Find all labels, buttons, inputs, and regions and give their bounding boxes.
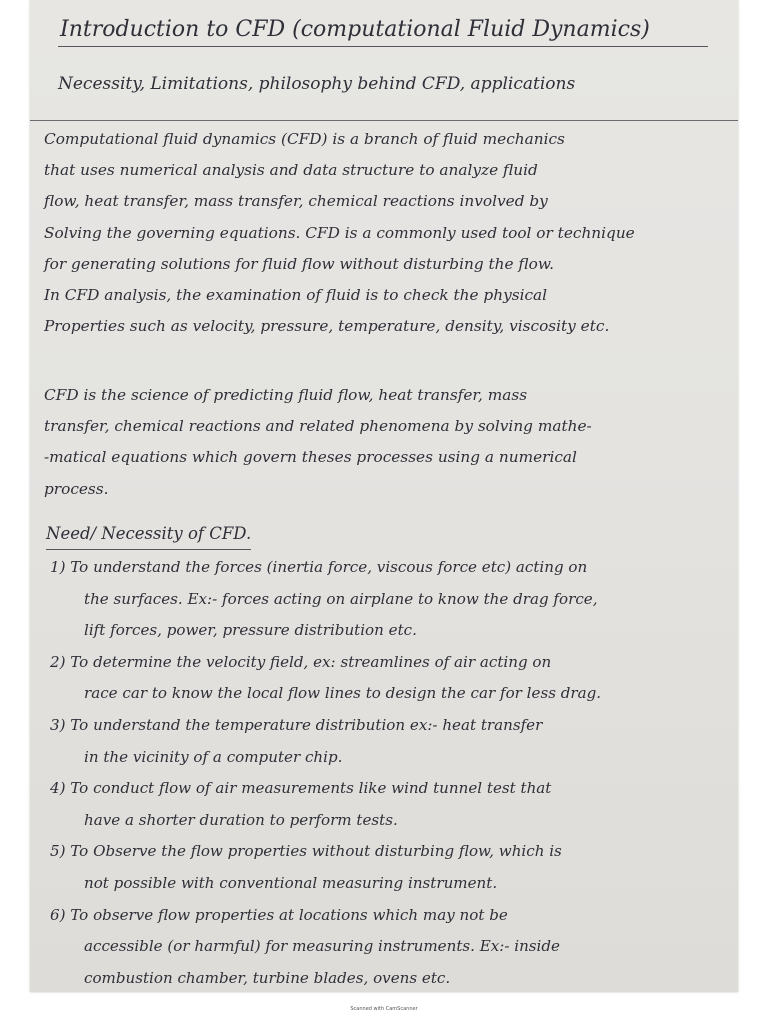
notebook-page bbox=[30, 0, 738, 992]
text-line: Computational fluid dynamics (CFD) is a branch of fluid mechanics bbox=[44, 130, 565, 148]
text-line: flow, heat transfer, mass transfer, chemical reactions involved by bbox=[44, 192, 548, 211]
list-item-line: 5) To Observe the flow properties without disturbing flow, which is bbox=[50, 842, 562, 861]
need-heading: Need/ Necessity of CFD. bbox=[46, 520, 251, 550]
list-item-line: 4) To conduct flow of air measurements like wind tunnel test that bbox=[50, 779, 552, 798]
list-item-line: accessible (or harmful) for measuring instruments. Ex:- inside bbox=[84, 937, 560, 956]
list-item bbox=[50, 710, 736, 773]
list-item-line: in the vicinity of a computer chip. bbox=[84, 747, 343, 766]
list-item-line: 6) To observe flow properties at locations which may not be bbox=[50, 905, 508, 924]
text-line: CFD is the science of predicting fluid flow, heat transfer, mass bbox=[44, 386, 528, 404]
text-line: Properties such as velocity, pressure, temperature, density, viscosity etc. bbox=[44, 317, 610, 336]
text-line: process. bbox=[44, 479, 109, 498]
list-item-line: 2) To determine the velocity field, ex: streamlines of air acting on bbox=[50, 652, 552, 671]
need-list bbox=[50, 552, 736, 992]
list-item-line: the surfaces. Ex:- forces acting on airplane to know the drag force, bbox=[84, 589, 598, 608]
text-line: In CFD analysis, the examination of fluid is to check the physical bbox=[44, 286, 548, 305]
divider-line bbox=[30, 120, 738, 121]
list-item-line: have a shorter duration to perform tests. bbox=[84, 810, 398, 829]
list-item bbox=[50, 836, 736, 899]
page-title: Introduction to CFD (computational Fluid Dynamics) bbox=[60, 17, 650, 42]
list-item-line: 1) To understand the forces (inertia force, viscous force etc) acting on bbox=[50, 558, 588, 576]
text-line: -matical equations which govern theses processes using a numerical bbox=[44, 448, 577, 467]
text-line: Solving the governing equations. CFD is a commonly used tool or technique bbox=[44, 223, 635, 242]
text-line: transfer, chemical reactions and related phenomena by solving mathe- bbox=[44, 417, 592, 436]
title-underline bbox=[58, 46, 708, 47]
text-line: that uses numerical analysis and data structure to analyze fluid bbox=[44, 161, 538, 180]
scanner-watermark: Scanned with CamScanner bbox=[350, 1006, 418, 1012]
list-item bbox=[50, 552, 736, 647]
list-item-line: combustion chamber, turbine blades, ovens etc. bbox=[84, 968, 451, 987]
list-item-line: race car to know the local flow lines to design the car for less drag. bbox=[84, 684, 602, 703]
list-item-line: 3) To understand the temperature distribution ex:- heat transfer bbox=[50, 715, 543, 734]
list-item bbox=[50, 900, 736, 992]
page-subtitle: Necessity, Limitations, philosophy behind CFD, applications bbox=[58, 74, 576, 94]
paragraph-definition bbox=[44, 124, 734, 342]
list-item bbox=[50, 773, 736, 836]
list-item-line: lift forces, power, pressure distribution etc. bbox=[84, 621, 417, 640]
text-line: for generating solutions for fluid flow without disturbing the flow. bbox=[44, 254, 554, 273]
list-item bbox=[50, 647, 736, 710]
list-item-line: not possible with conventional measuring instrument. bbox=[84, 873, 498, 892]
paragraph-science bbox=[44, 380, 734, 505]
